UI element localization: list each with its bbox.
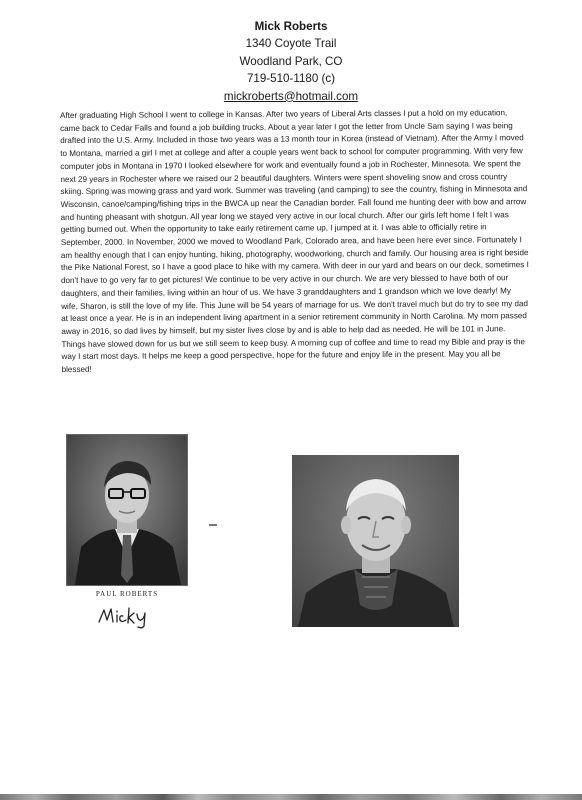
street-address: 1340 Coyote Trail: [245, 37, 337, 51]
phone-number: 719-510-1180 (c): [246, 72, 336, 86]
yearbook-photo: [66, 434, 188, 586]
letter-body: After graduating High School I went to college in Kansas. After two years of Liberal Arts classes I put a hold on my education, came back to Cedar Falls and found a job building trucks. About a year later I got the letter from Uncle Sam saying I was being drafted into the U.S. Army. Included in those two years was a 13 month tour in Korea (instead of Vietnam). After the Army I moved to Montana, married a girl I met at college and after a couple years went back to school for computer programming. With very few computer jobs in Montana in 1970 I looked elsewhere for work and eventually found a job in Rochester, Minnesota. We spent the next 29 years in Rochester where we raised our 2 beautiful daughters. Winters were spent shoveling snow and cross country skiing. Spring was mowing grass and yard work. Summer was traveling (and camping) to see the country, fishing in Minnesota and Wisconsin, canoe/camping/fishing trips in the BWCA up near the Canadian border. Fall found me hunting deer with bow and arrow and hunting pheasant with shotgun. All year long we stayed very active in our local church. After our girls left home I felt I was getting burned out. When the opportunity to take early retirement came up, I jumped at it. I was able to officially retire in September, 2000. In November, 2000 we moved to Woodland Park, Colorado area, and have been here ever since. Fortunately I am healthy enough that I can enjoy hunting, hiking, photography, woodworking, church and family. Our housing area is right beside the Pike National Forest, so I have a good place to hike with my camera. With deer in our yard and bears on our deck, sometimes I don't have to go very far to get pictures! We continue to be very active in our church. We are very blessed to have both of our daughters, and their families, living within an hour of us. We have 3 granddaughters and 1 grandson which we love dearly! My wife, Sharon, is still the love of my life. This June will be 54 years of marriage for us. We don't travel much but do try to see my dad at least once a year. He is in an independent living apartment in a senior retirement community in North Carolina. My mom passed away in 2016, so dad lives by himself, but my sister lives close by and is able to help dad as needed. He will be 101 in June. Things have slowed down for us but we still seem to keep busy. A morning cup of coffee and time to read my Bible and pray is the way I start most days. It helps me keep a good perspective, hope for the future and enjoy life in the present. May you all be blessed!: [60, 108, 529, 375]
signature-image: [96, 604, 158, 630]
older-man-portrait-image: [292, 455, 459, 627]
photo-caption: PAUL ROBERTS: [95, 590, 159, 598]
city-state: Woodland Park, CO: [239, 54, 343, 68]
stray-mark: [209, 524, 217, 526]
email-address[interactable]: mickroberts@hotmail.com: [223, 89, 359, 103]
letter-header: [0, 18, 582, 105]
elder-portrait-photo: [292, 455, 459, 627]
author-name: Mick Roberts: [254, 20, 328, 33]
scan-edge-artifact: [0, 794, 582, 800]
young-man-portrait-image: [67, 435, 187, 585]
